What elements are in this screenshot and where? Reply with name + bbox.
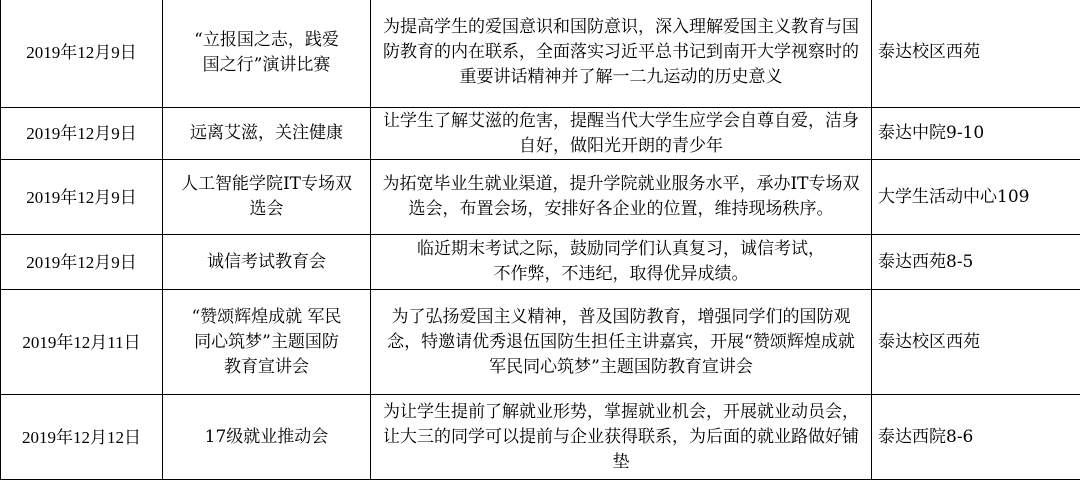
content-cell: 为拓宽毕业生就业渠道，提升学院就业服务水平，承办IT专场双选会，布置会场，安排好各企业的位置，维持现场秩序。: [371, 160, 872, 235]
date-cell: 2019年12月9日: [1, 108, 163, 160]
activity-cell: “立报国之志，践爱国之行”演讲比赛: [163, 0, 371, 108]
content-cell: 为提高学生的爱国意识和国防意识，深入理解爱国主义教育与国防教育的内在联系，全面落实习近平总书记到南开大学视察时的重要讲话精神并了解一二九运动的历史意义: [371, 0, 872, 108]
content-cell: 临近期末考试之际，鼓励同学们认真复习，诚信考试，不作弊，不违纪，取得优异成绩。: [371, 235, 872, 290]
table-row: [1, 108, 1080, 160]
table-row: [1, 235, 1080, 290]
location-cell: 泰达校区西苑: [872, 290, 1080, 395]
date-cell: 2019年12月12日: [1, 395, 163, 480]
table-row: [1, 0, 1080, 108]
location-cell: 泰达西院8-6: [872, 395, 1080, 480]
location-cell: 泰达校区西苑: [872, 0, 1080, 108]
content-cell: 为让学生提前了解就业形势，掌握就业机会，开展就业动员会，让大三的同学可以提前与企业获得联系，为后面的就业路做好铺垫: [371, 395, 872, 480]
date-cell: 2019年12月9日: [1, 0, 163, 108]
date-cell: 2019年12月11日: [1, 290, 163, 395]
table-row: [1, 290, 1080, 395]
table-row: [1, 395, 1080, 480]
activity-cell: 诚信考试教育会: [163, 235, 371, 290]
activity-cell: 17级就业推动会: [163, 395, 371, 480]
location-cell: 大学生活动中心109: [872, 160, 1080, 235]
content-cell: 为了弘扬爱国主义精神，普及国防教育，增强同学们的国防观念，特邀请优秀退伍国防生担任主讲嘉宾，开展“赞颂辉煌成就 军民同心筑梦”主题国防教育宣讲会: [371, 290, 872, 395]
activity-cell: 远离艾滋，关注健康: [163, 108, 371, 160]
table-row: [1, 160, 1080, 235]
date-cell: 2019年12月9日: [1, 160, 163, 235]
date-cell: 2019年12月9日: [1, 235, 163, 290]
location-cell: 泰达西苑8-5: [872, 235, 1080, 290]
activity-cell: “赞颂辉煌成就 军民同心筑梦”主题国防教育宣讲会: [163, 290, 371, 395]
location-cell: 泰达中院9-10: [872, 108, 1080, 160]
content-cell: 让学生了解艾滋的危害，提醒当代大学生应学会自尊自爱，洁身自好，做阳光开朗的青少年: [371, 108, 872, 160]
activity-cell: 人工智能学院IT专场双选会: [163, 160, 371, 235]
